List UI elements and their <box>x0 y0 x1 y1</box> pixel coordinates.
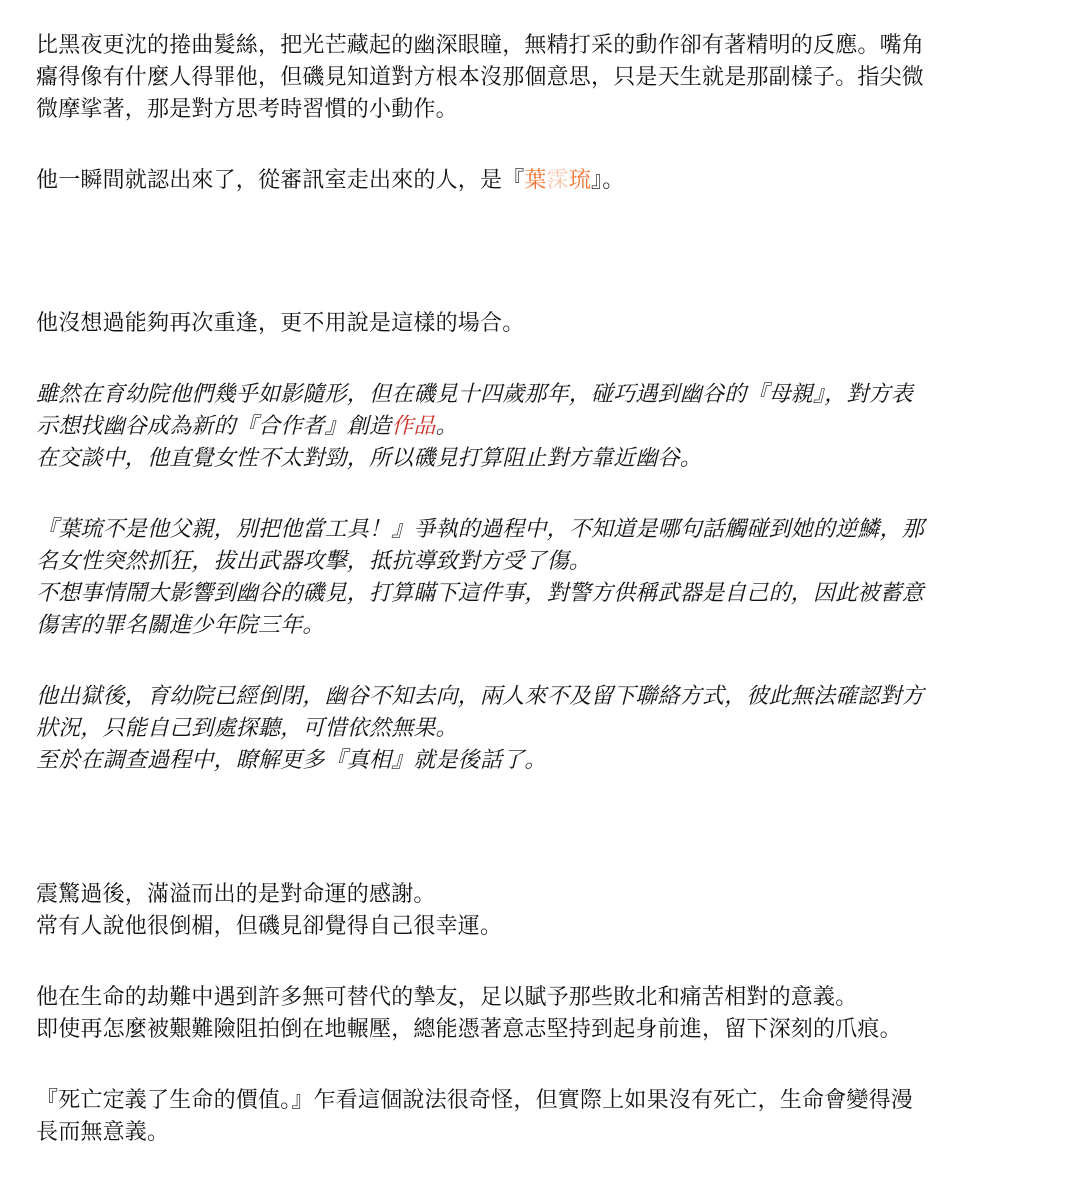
text-line: 比黑夜更沈的捲曲髮絲，把光芒藏起的幽深眼瞳，無精打采的動作卻有著精明的反應。嘴角 <box>36 33 925 58</box>
name-highlight: 葉 <box>524 168 547 193</box>
text-line: 在交談中，他直覺女性不太對勁，所以磯見打算阻止對方靠近幽谷。 <box>36 446 703 471</box>
paragraph-description <box>36 30 1021 126</box>
text-line: 『葉琉不是他父親，別把他當工具！』爭執的過程中，不知道是哪句話觸碰到她的逆鱗，那 <box>36 517 925 542</box>
paragraph-friends <box>36 982 1021 1046</box>
text-segment: 示想找幽谷成為新的『合作者』創造 <box>36 414 392 439</box>
text-line: 狀況，只能自己到處探聽，可惜依然無果。 <box>36 716 458 741</box>
text-segment: 他一瞬間就認出來了，從審訊室走出來的人，是『 <box>36 168 525 193</box>
name-highlight-faint: 霂 <box>546 168 569 193</box>
text-segment: 』。 <box>591 168 625 193</box>
text-line <box>36 411 1021 443</box>
text-line: 『死亡定義了生命的價值。』乍看這個說法很奇怪，但實際上如果沒有死亡，生命會變得漫 <box>36 1088 914 1113</box>
text-line: 癟得像有什麼人得罪他，但磯見知道對方根本沒那個意思，只是天生就是那副樣子。指尖微 <box>36 65 925 90</box>
text-line: 常有人說他很倒楣，但磯見卻覺得自己很幸運。 <box>36 914 503 939</box>
paragraph-flashback-release <box>36 681 1021 777</box>
word-highlight: 作品 <box>391 414 436 439</box>
document-body <box>36 30 1021 1149</box>
text-line: 不想事情鬧大影響到幽谷的磯見，打算瞞下這件事，對警方供稱武器是自己的，因此被蓄意 <box>36 581 925 606</box>
text-line: 他出獄後，育幼院已經倒閉，幽谷不知去向，兩人來不及留下聯絡方式，彼此無法確認對方 <box>36 684 925 709</box>
text-segment: 。 <box>435 414 458 439</box>
text-line: 震驚過後，滿溢而出的是對命運的感謝。 <box>36 882 436 907</box>
text-line: 微摩挲著，那是對方思考時習慣的小動作。 <box>36 97 458 122</box>
paragraph-reunion: 他沒想過能夠再次重逢，更不用說是這樣的場合。 <box>36 311 525 336</box>
text-line: 至於在調查過程中，瞭解更多『真相』就是後話了。 <box>36 748 547 773</box>
text-line: 傷害的罪名關進少年院三年。 <box>36 613 325 638</box>
text-line: 他在生命的劫難中遇到許多無可替代的摯友，足以賦予那些敗北和痛苦相對的意義。 <box>36 985 858 1010</box>
paragraph-flashback-conflict <box>36 514 1021 642</box>
paragraph-flashback-mother <box>36 379 1021 475</box>
paragraph-recognition <box>36 165 1021 197</box>
name-highlight: 琉 <box>568 168 592 193</box>
text-line: 長而無意義。 <box>36 1120 170 1145</box>
paragraph-gratitude <box>36 879 1021 943</box>
text-line: 即使再怎麼被艱難險阻拍倒在地輾壓，總能憑著意志堅持到起身前進，留下深刻的爪痕。 <box>36 1017 902 1042</box>
paragraph-death-quote <box>36 1085 1021 1149</box>
text-line: 雖然在育幼院他們幾乎如影隨形，但在磯見十四歲那年，碰巧遇到幽谷的『母親』，對方表 <box>36 382 914 407</box>
text-line: 名女性突然抓狂，拔出武器攻擊，抵抗導致對方受了傷。 <box>36 549 592 574</box>
